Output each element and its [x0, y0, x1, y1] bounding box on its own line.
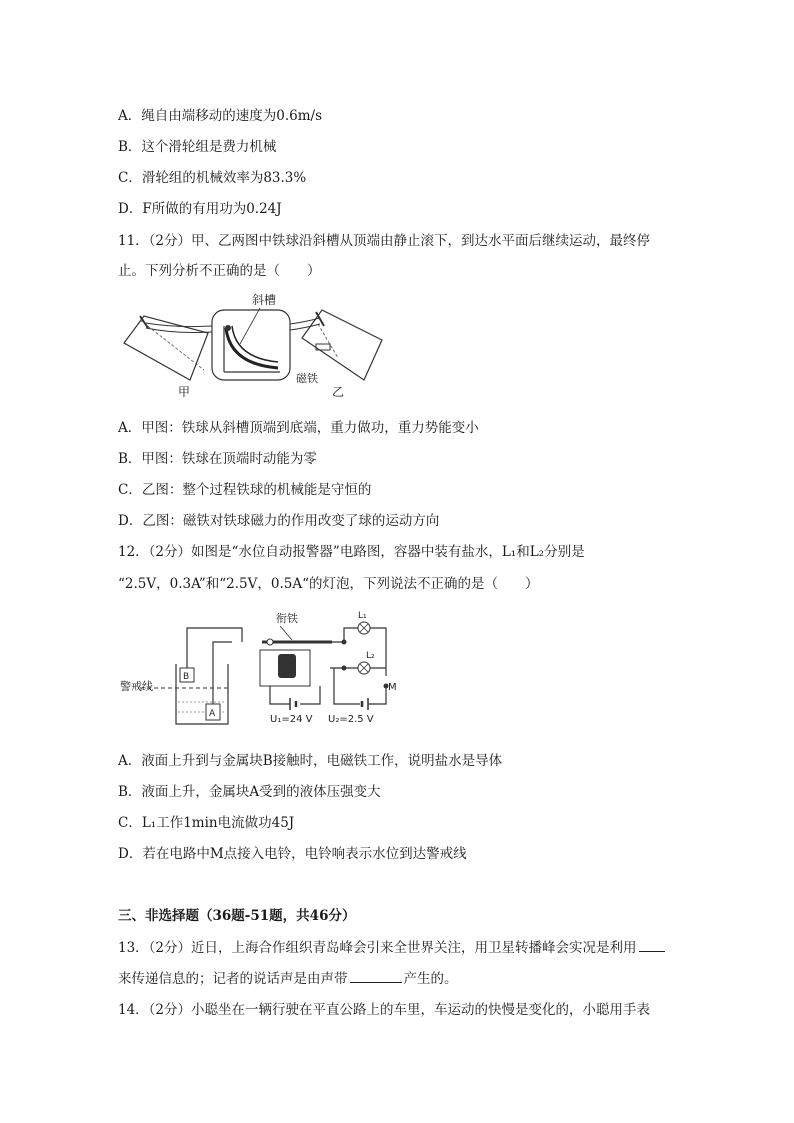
q13-line1: [118, 936, 665, 956]
label-l1: L₁: [358, 611, 367, 621]
label-armature: 衔铁: [276, 612, 298, 625]
label-l2: L₂: [366, 651, 375, 661]
svg-text:A: A: [209, 709, 216, 719]
q12-option-d: D．若在电路中M点接入电铃，电铃响表示水位到达警戒线: [118, 846, 467, 862]
label-warning-line: 警戒线: [120, 680, 153, 693]
label-chute: 斜槽: [252, 293, 277, 307]
q12-option-c: C．L₁工作1min电流做功45J: [118, 815, 295, 831]
q11-option-b: B．甲图：铁球在顶端时动能为零: [118, 451, 317, 467]
q13-line2-end: 产生的。: [403, 971, 458, 987]
q14-line1: 14．（2分）小聪坐在一辆行驶在平直公路上的车里，车运动的快慢是变化的，小聪用手表: [118, 1002, 651, 1018]
label-u1: U₁=24 V: [270, 714, 313, 725]
q13-line2-text: 来传递信息的；记者的说话声是由声带: [118, 971, 348, 987]
q10-option-a: A．绳自由端移动的速度为0.6m/s: [118, 108, 322, 124]
q11-stem-line2: 止。下列分析不正确的是（ ）: [118, 263, 321, 279]
q11-option-a: A．甲图：铁球从斜槽顶端到底端，重力做功，重力势能变小: [118, 420, 479, 436]
q11-figure: [120, 288, 390, 400]
q11-option-c: C．乙图：整个过程铁球的机械能是守恒的: [118, 482, 372, 498]
section3-heading: 三、非选择题（36题-51题，共46分）: [118, 908, 356, 924]
label-m: M: [388, 682, 397, 693]
q12-stem-line1: 12．（2分）如图是“水位自动报警器”电路图，容器中装有盐水，L₁和L₂分别是: [118, 544, 585, 560]
q13-blank2: [350, 970, 402, 983]
q13-blank1: [639, 939, 665, 952]
q13-line1-text: 13．（2分）近日，上海合作组织青岛峰会引来全世界关注，用卫星转播峰会实况是利用: [118, 940, 637, 956]
q12-stem-line2: “2.5V，0.3A”和“2.5V，0.5A“的灯泡，下列说法不正确的是（ ）: [118, 576, 539, 592]
iron-ball: [225, 325, 231, 331]
q12-figure: [120, 606, 397, 728]
q11-option-d: D．乙图：磁铁对铁球磁力的作用改变了球的运动方向: [118, 513, 440, 529]
label-magnet: 磁铁: [296, 372, 318, 385]
q13-line2: [118, 967, 458, 987]
coil: [278, 654, 296, 678]
label-u2: U₂=2.5 V: [328, 714, 374, 725]
label-left: 甲: [178, 385, 191, 399]
right-board: [302, 310, 382, 380]
svg-text:B: B: [183, 672, 190, 682]
q12-option-a: A．液面上升到与金属块B接触时，电磁铁工作，说明盐水是导体: [118, 753, 503, 769]
q10-option-b: B．这个滑轮组是费力机械: [118, 139, 277, 155]
label-right: 乙: [332, 385, 345, 399]
q12-option-b: B．液面上升，金属块A受到的液体压强变大: [118, 784, 381, 800]
q11-stem-line1: 11．（2分）甲、乙两图中铁球沿斜槽从顶端由静止滚下，到达水平面后继续运动，最终停: [118, 233, 651, 249]
q10-option-c: C．滑轮组的机械效率为83.3%: [118, 170, 307, 186]
q10-option-d: D．F所做的有用功为0.24J: [118, 201, 282, 217]
